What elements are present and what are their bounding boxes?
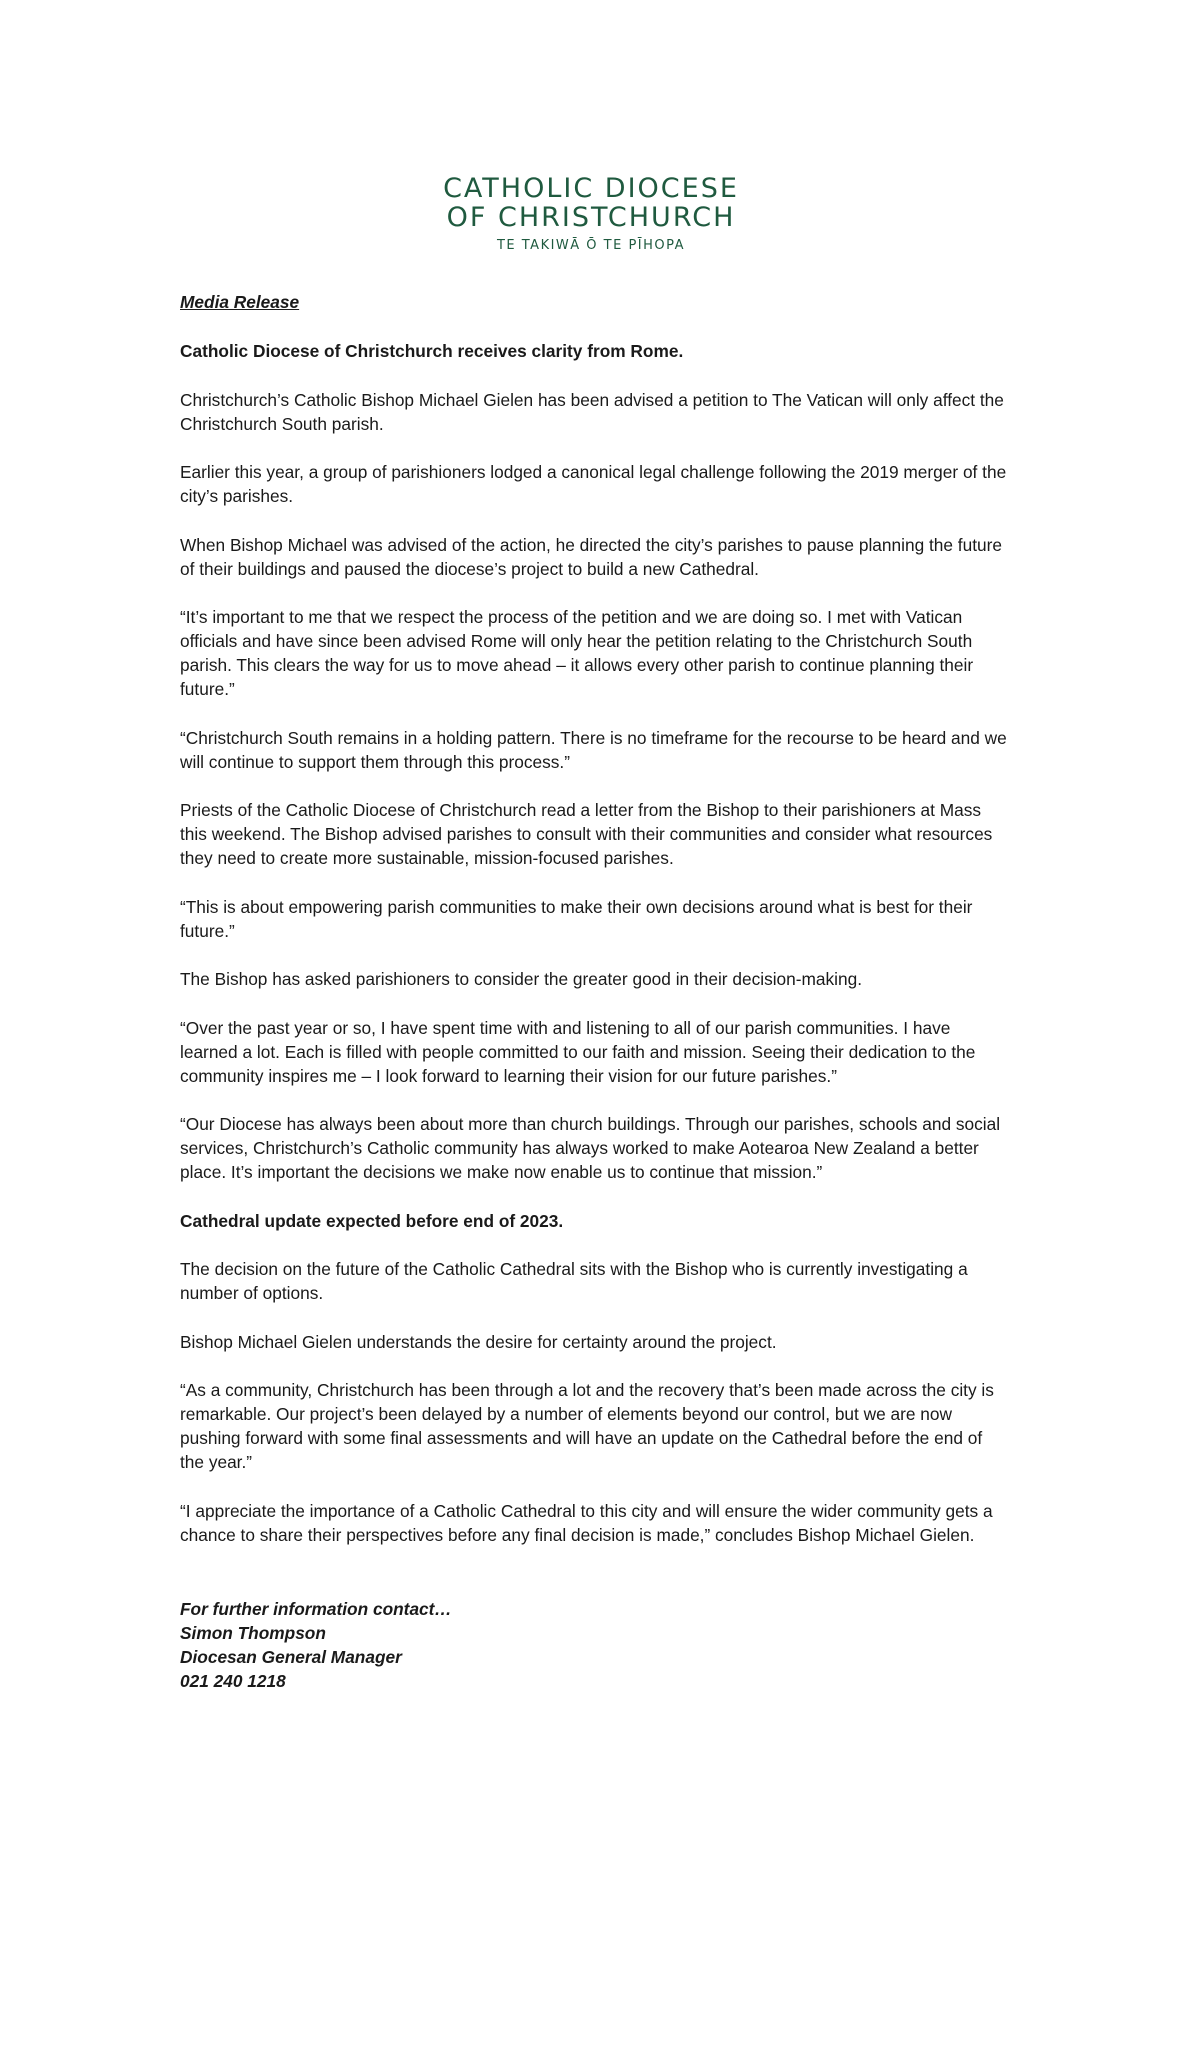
logo-line-2: OF CHRISTCHURCH [446, 202, 736, 233]
logo-line-1: CATHOLIC DIOCESE [443, 173, 739, 204]
paragraph: The Bishop has asked parishioners to consider the greater good in their decision-making. [180, 969, 863, 989]
media-release-label: Media Release [180, 292, 300, 312]
quote-paragraph: “I appreciate the importance of a Catholic Cathedral to this city and will ensure the wider community gets a chance to share their perspectives before any final decision is made,” concludes Bishop Michael Gielen. [180, 1500, 993, 1545]
quote-paragraph: “Over the past year or so, I have spent time with and listening to all of our parish communities. I have learned a lot. Each is filled with people committed to our faith and mission. Seeing their dedication to the community inspires me – I look forward to learning their vision for our future parishes.” [180, 1017, 976, 1086]
paragraph: Christchurch’s Catholic Bishop Michael Gielen has been advised a petition to The Vatican will only affect the Christchurch South parish. [180, 389, 1004, 434]
quote-paragraph: “Christchurch South remains in a holding pattern. There is no timeframe for the recourse to be heard and we will continue to support them through this process.” [180, 727, 1007, 772]
quote-paragraph: “This is about empowering parish communities to make their own decisions around what is best for their future.” [180, 896, 973, 941]
paragraph: Bishop Michael Gielen understands the desire for certainty around the project. [180, 1331, 777, 1352]
quote-paragraph: “Our Diocese has always been about more than church buildings. Through our parishes, schools and social services, Christchurch’s Catholic community has always worked to make Aotearoa New Zealand a better place. It’s important the decisions we make now enable us to continue that mission.” [180, 1114, 1001, 1182]
contact-block [180, 1597, 1010, 1693]
contact-name: Simon Thompson [180, 1622, 326, 1643]
release-headline: Catholic Diocese of Christchurch receives clarity from Rome. [180, 341, 684, 361]
paragraph: The decision on the future of the Catholic Cathedral sits with the Bishop who is currently investigating a number of options. [180, 1259, 968, 1303]
release-body [180, 290, 1010, 1693]
contact-phone: 021 240 1218 [180, 1670, 286, 1691]
paragraph: When Bishop Michael was advised of the action, he directed the city’s parishes to pause planning the future of their buildings and paused the diocese’s project to build a new Cathedral. [180, 534, 1002, 579]
diocese-logo [0, 174, 1182, 254]
logo-tagline: TE TAKIWĀ Ō TE PĪHOPA [496, 238, 686, 253]
quote-paragraph: “As a community, Christchurch has been through a lot and the recovery that’s been made across the city is remarkable. Our project’s been delayed by a number of elements beyond our control, but we are now pushing forward with some final assessments and will have an update on the Cathedral before the end of the year.” [180, 1380, 994, 1472]
paragraph: Earlier this year, a group of parishioners lodged a canonical legal challenge following the 2019 merger of the city’s parishes. [180, 462, 1007, 506]
contact-intro: For further information contact… [180, 1598, 452, 1619]
paragraph: Priests of the Catholic Diocese of Christchurch read a letter from the Bishop to their parishioners at Mass this weekend. The Bishop advised parishes to consult with their communities and consider what resources they need to create more sustainable, mission-focused parishes. [180, 800, 993, 868]
quote-paragraph: “It’s important to me that we respect the process of the petition and we are doing so. I met with Vatican officials and have since been advised Rome will only hear the petition relating to the Christchurch South parish. This clears the way for us to move ahead – it allows every other parish to continue planning their future.” [180, 607, 974, 699]
contact-role: Diocesan General Manager [180, 1646, 402, 1667]
cathedral-subheading: Cathedral update expected before end of 2023. [180, 1210, 564, 1231]
